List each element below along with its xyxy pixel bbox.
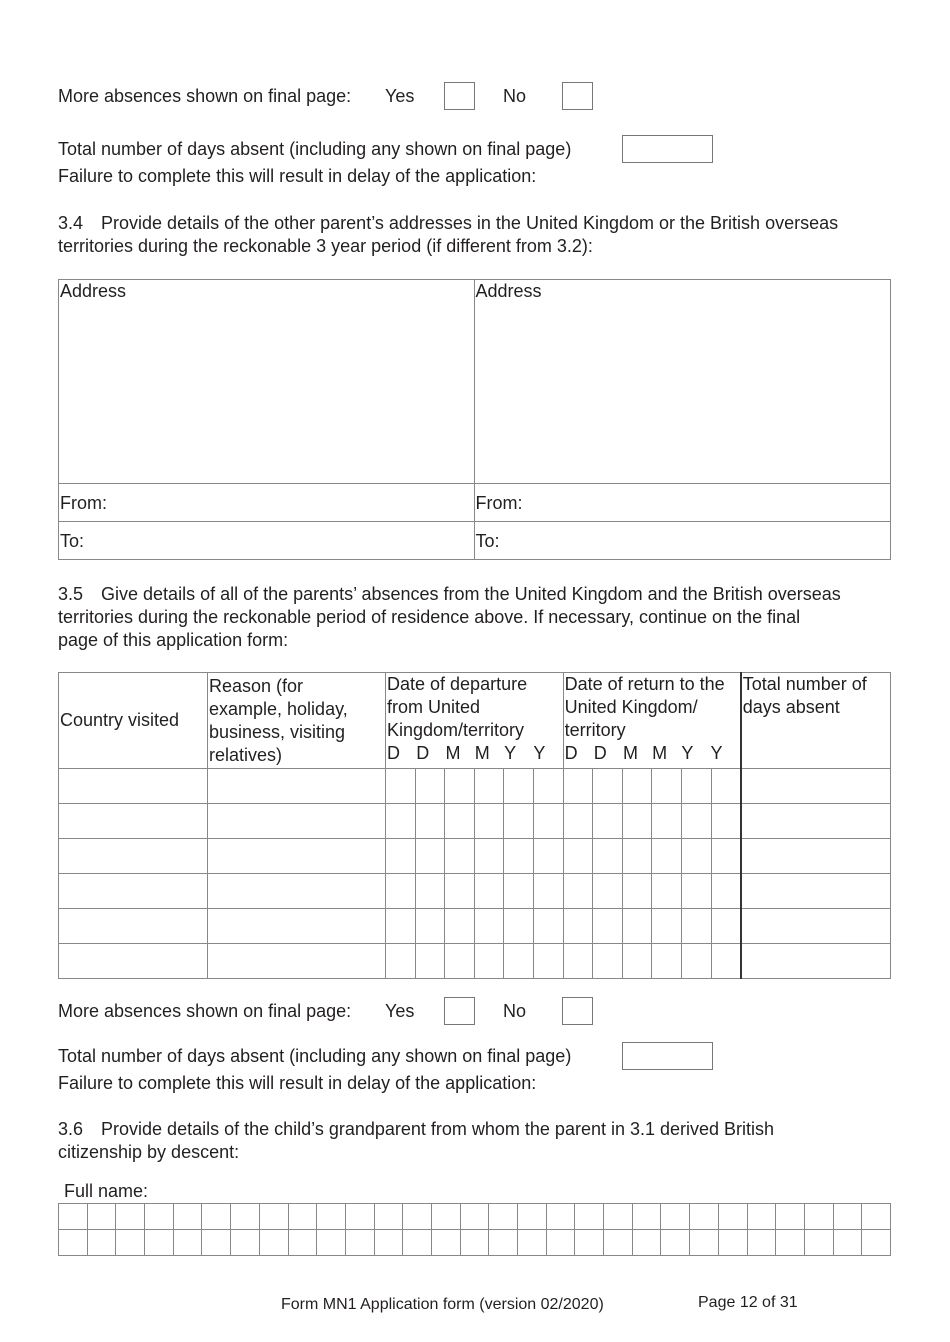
departure-date-cell[interactable] [415,874,445,909]
return-date-cell[interactable] [711,839,741,874]
total-days-label: Total number of days absent (including any shown on final page) [58,139,572,159]
full-name-char-cell[interactable] [403,1204,432,1230]
return-date-cell[interactable] [622,944,652,979]
full-name-char-cell[interactable] [804,1204,833,1230]
absence-row [59,804,891,839]
departure-date-cell[interactable] [533,909,563,944]
departure-date-cell[interactable] [474,944,504,979]
full-name-char-cell[interactable] [87,1230,116,1256]
full-name-char-cell[interactable] [690,1204,719,1230]
full-name-char-cell[interactable] [460,1204,489,1230]
full-name-char-cell[interactable] [546,1230,575,1256]
absence-row [59,909,891,944]
return-date-cell[interactable] [681,804,711,839]
departure-date-cell[interactable] [415,804,445,839]
return-date-cell[interactable] [652,909,682,944]
return-date-cell[interactable] [681,909,711,944]
departure-date-cell[interactable] [504,804,534,839]
full-name-char-cell[interactable] [59,1204,88,1230]
header-departure-date: Date of departure from United Kingdom/territory D D M M Y Y [386,673,564,769]
section-3-5-text-line2: territories during the reckonable period of residence above. If necessary, continue on the final [58,607,801,627]
departure-date-cell[interactable] [445,944,475,979]
departure-date-cell[interactable] [474,804,504,839]
full-name-char-cell[interactable] [173,1230,202,1256]
country-cell[interactable] [59,874,208,909]
absences-table [58,672,891,979]
full-name-char-cell[interactable] [403,1230,432,1256]
full-name-char-cell[interactable] [575,1230,604,1256]
departure-date-cell[interactable] [386,769,416,804]
country-cell[interactable] [59,839,208,874]
total-days-label: Total number of days absent (including any shown on final page) [58,1046,572,1066]
full-name-char-cell[interactable] [661,1204,690,1230]
reason-cell[interactable] [208,839,386,874]
reason-cell[interactable] [208,874,386,909]
return-date-cell[interactable] [563,874,593,909]
return-date-cell[interactable] [711,944,741,979]
full-name-char-cell[interactable] [431,1204,460,1230]
full-name-char-cell[interactable] [632,1204,661,1230]
address-table [58,279,891,560]
full-name-char-cell[interactable] [345,1204,374,1230]
return-date-cell[interactable] [622,804,652,839]
return-date-cell[interactable] [652,769,682,804]
departure-date-letters: D D M M Y Y [387,743,546,763]
full-name-char-cell[interactable] [460,1230,489,1256]
no-label: No [503,1001,527,1021]
return-date-cell[interactable] [622,909,652,944]
reason-cell[interactable] [208,804,386,839]
departure-date-cell[interactable] [415,944,445,979]
departure-date-cell[interactable] [533,804,563,839]
full-name-char-cell[interactable] [690,1230,719,1256]
return-date-cell[interactable] [593,874,623,909]
full-name-char-cell[interactable] [145,1230,174,1256]
address-label: Address [475,281,542,301]
full-name-char-cell[interactable] [231,1204,260,1230]
departure-date-cell[interactable] [415,909,445,944]
absence-row [59,769,891,804]
departure-date-cell[interactable] [474,909,504,944]
full-name-char-cell[interactable] [747,1204,776,1230]
more-absences-label: More absences shown on final page: [58,86,352,106]
total-days-cell[interactable] [741,804,891,839]
departure-date-cell[interactable] [386,909,416,944]
yes-checkbox[interactable] [444,82,475,110]
full-name-label: Full name: [64,1181,149,1201]
departure-date-cell[interactable] [533,839,563,874]
full-name-char-cell[interactable] [604,1230,633,1256]
to-cell-2[interactable] [474,522,891,560]
full-name-char-cell[interactable] [776,1204,805,1230]
full-name-char-cell[interactable] [173,1204,202,1230]
header-country: Country visited [59,673,208,769]
to-label: To: [475,530,500,551]
country-cell[interactable] [59,769,208,804]
return-date-cell[interactable] [711,909,741,944]
more-absences-label: More absences shown on final page: [58,1001,352,1021]
section-3-5-text-line3: page of this application form: [58,630,289,650]
full-name-char-cell[interactable] [202,1204,231,1230]
departure-date-cell[interactable] [386,804,416,839]
return-date-cell[interactable] [563,804,593,839]
full-name-char-cell[interactable] [718,1204,747,1230]
from-label: From: [60,492,107,513]
full-name-char-cell[interactable] [776,1230,805,1256]
full-name-char-cell[interactable] [518,1230,547,1256]
footer-form-label: Form MN1 Application form (version 02/2020) [281,1296,604,1313]
return-date-cell[interactable] [711,769,741,804]
total-days-cell[interactable] [741,874,891,909]
full-name-char-cell[interactable] [518,1204,547,1230]
reason-cell[interactable] [208,909,386,944]
from-cell-2[interactable] [474,484,891,522]
full-name-char-cell[interactable] [431,1230,460,1256]
return-date-cell[interactable] [593,944,623,979]
departure-date-cell[interactable] [533,944,563,979]
full-name-char-cell[interactable] [116,1230,145,1256]
full-name-char-cell[interactable] [833,1204,862,1230]
to-label: To: [60,530,85,551]
reason-cell[interactable] [208,769,386,804]
departure-date-cell[interactable] [504,944,534,979]
full-name-char-cell[interactable] [317,1204,346,1230]
full-name-char-cell[interactable] [288,1230,317,1256]
full-name-char-cell[interactable] [59,1230,88,1256]
absence-row [59,874,891,909]
departure-date-cell[interactable] [415,769,445,804]
return-date-cell[interactable] [593,909,623,944]
return-date-cell[interactable] [652,874,682,909]
country-cell[interactable] [59,909,208,944]
full-name-char-cell[interactable] [604,1204,633,1230]
full-name-char-cell[interactable] [489,1204,518,1230]
return-date-cell[interactable] [593,804,623,839]
yes-label: Yes [385,86,415,106]
no-checkbox[interactable] [562,997,593,1025]
departure-date-cell[interactable] [504,769,534,804]
departure-date-cell[interactable] [386,944,416,979]
absence-row [59,839,891,874]
departure-date-cell[interactable] [474,839,504,874]
section-3-4-text-line1: 3.4 Provide details of the other parent’s addresses in the United Kingdom or the British overseas [58,213,839,233]
full-name-char-cell[interactable] [231,1230,260,1256]
full-name-char-cell[interactable] [747,1230,776,1256]
return-date-cell[interactable] [652,804,682,839]
failure-note: Failure to complete this will result in delay of the application: [58,1073,537,1093]
full-name-char-cell[interactable] [259,1204,288,1230]
full-name-row [59,1204,891,1230]
return-date-cell[interactable] [711,874,741,909]
full-name-char-cell[interactable] [259,1230,288,1256]
full-name-char-cell[interactable] [374,1230,403,1256]
full-name-char-cell[interactable] [374,1204,403,1230]
return-date-cell[interactable] [563,909,593,944]
departure-date-cell[interactable] [504,909,534,944]
reason-cell[interactable] [208,944,386,979]
departure-date-cell[interactable] [445,804,475,839]
no-label: No [503,86,527,106]
full-name-char-cell[interactable] [833,1230,862,1256]
absences-header-row [59,673,891,769]
full-name-char-cell[interactable] [546,1204,575,1230]
header-return-date: Date of return to the United Kingdom/ territory D D M M Y Y [563,673,741,769]
full-name-char-cell[interactable] [575,1204,604,1230]
full-name-char-cell[interactable] [87,1204,116,1230]
departure-date-cell[interactable] [415,839,445,874]
departure-date-cell[interactable] [386,839,416,874]
total-days-cell[interactable] [741,909,891,944]
full-name-char-cell[interactable] [862,1230,891,1256]
section-3-6-text-line2: citizenship by descent: [58,1142,240,1162]
full-name-char-cell[interactable] [661,1230,690,1256]
total-days-input[interactable] [622,135,713,163]
return-date-cell[interactable] [652,944,682,979]
total-days-input[interactable] [622,1042,713,1070]
full-name-char-cell[interactable] [718,1230,747,1256]
country-cell[interactable] [59,944,208,979]
departure-date-cell[interactable] [504,874,534,909]
full-name-char-cell[interactable] [317,1230,346,1256]
country-cell[interactable] [59,804,208,839]
return-date-letters: D D M M Y Y [564,743,723,763]
section-3-6-text-line1: 3.6 Provide details of the child’s grandparent from whom the parent in 3.1 derived British [58,1119,775,1139]
departure-date-cell[interactable] [504,839,534,874]
address-label: Address [60,281,127,301]
return-date-cell[interactable] [563,839,593,874]
full-name-char-cell[interactable] [632,1230,661,1256]
full-name-char-cell[interactable] [145,1204,174,1230]
total-days-cell[interactable] [741,944,891,979]
footer-page-number: Page 12 of 31 [698,1294,798,1311]
full-name-char-cell[interactable] [116,1204,145,1230]
full-name-char-cell[interactable] [345,1230,374,1256]
departure-date-cell[interactable] [474,874,504,909]
from-label: From: [475,492,523,513]
full-name-char-cell[interactable] [288,1204,317,1230]
header-reason: Reason (for example, holiday, business, visiting relatives) [208,673,386,769]
departure-date-cell[interactable] [386,874,416,909]
section-3-5-text-line1: 3.5 Give details of all of the parents’ absences from the United Kingdom and the British overseas [58,584,841,604]
full-name-grid[interactable] [58,1203,891,1256]
section-3-4-text-line2: territories during the reckonable 3 year period (if different from 3.2): [58,236,593,256]
from-cell-1[interactable] [59,484,475,522]
full-name-char-cell[interactable] [862,1204,891,1230]
address-cell-1[interactable] [59,280,475,484]
return-date-cell[interactable] [652,839,682,874]
departure-date-cell[interactable] [445,769,475,804]
full-name-row [59,1230,891,1256]
return-date-cell[interactable] [563,769,593,804]
return-date-cell[interactable] [622,839,652,874]
full-name-char-cell[interactable] [489,1230,518,1256]
departure-date-cell[interactable] [533,874,563,909]
return-date-cell[interactable] [593,839,623,874]
return-date-cell[interactable] [593,769,623,804]
departure-date-cell[interactable] [533,769,563,804]
departure-date-cell[interactable] [445,874,475,909]
no-checkbox[interactable] [562,82,593,110]
departure-date-cell[interactable] [445,909,475,944]
departure-date-cell[interactable] [474,769,504,804]
departure-date-cell[interactable] [445,839,475,874]
return-date-cell[interactable] [681,839,711,874]
return-date-cell[interactable] [622,769,652,804]
total-days-cell[interactable] [741,839,891,874]
header-total-days: Total number of days absent [741,673,891,769]
return-date-cell[interactable] [563,944,593,979]
return-date-cell[interactable] [681,944,711,979]
yes-checkbox[interactable] [444,997,475,1025]
address-cell-2[interactable] [474,280,891,484]
full-name-char-cell[interactable] [202,1230,231,1256]
absence-row [59,944,891,979]
return-date-cell[interactable] [681,769,711,804]
failure-note: Failure to complete this will result in delay of the application: [58,166,537,186]
return-date-cell[interactable] [681,874,711,909]
return-date-cell[interactable] [622,874,652,909]
total-days-cell[interactable] [741,769,891,804]
yes-label: Yes [385,1001,415,1021]
to-cell-1[interactable] [59,522,475,560]
return-date-cell[interactable] [711,804,741,839]
full-name-char-cell[interactable] [804,1230,833,1256]
